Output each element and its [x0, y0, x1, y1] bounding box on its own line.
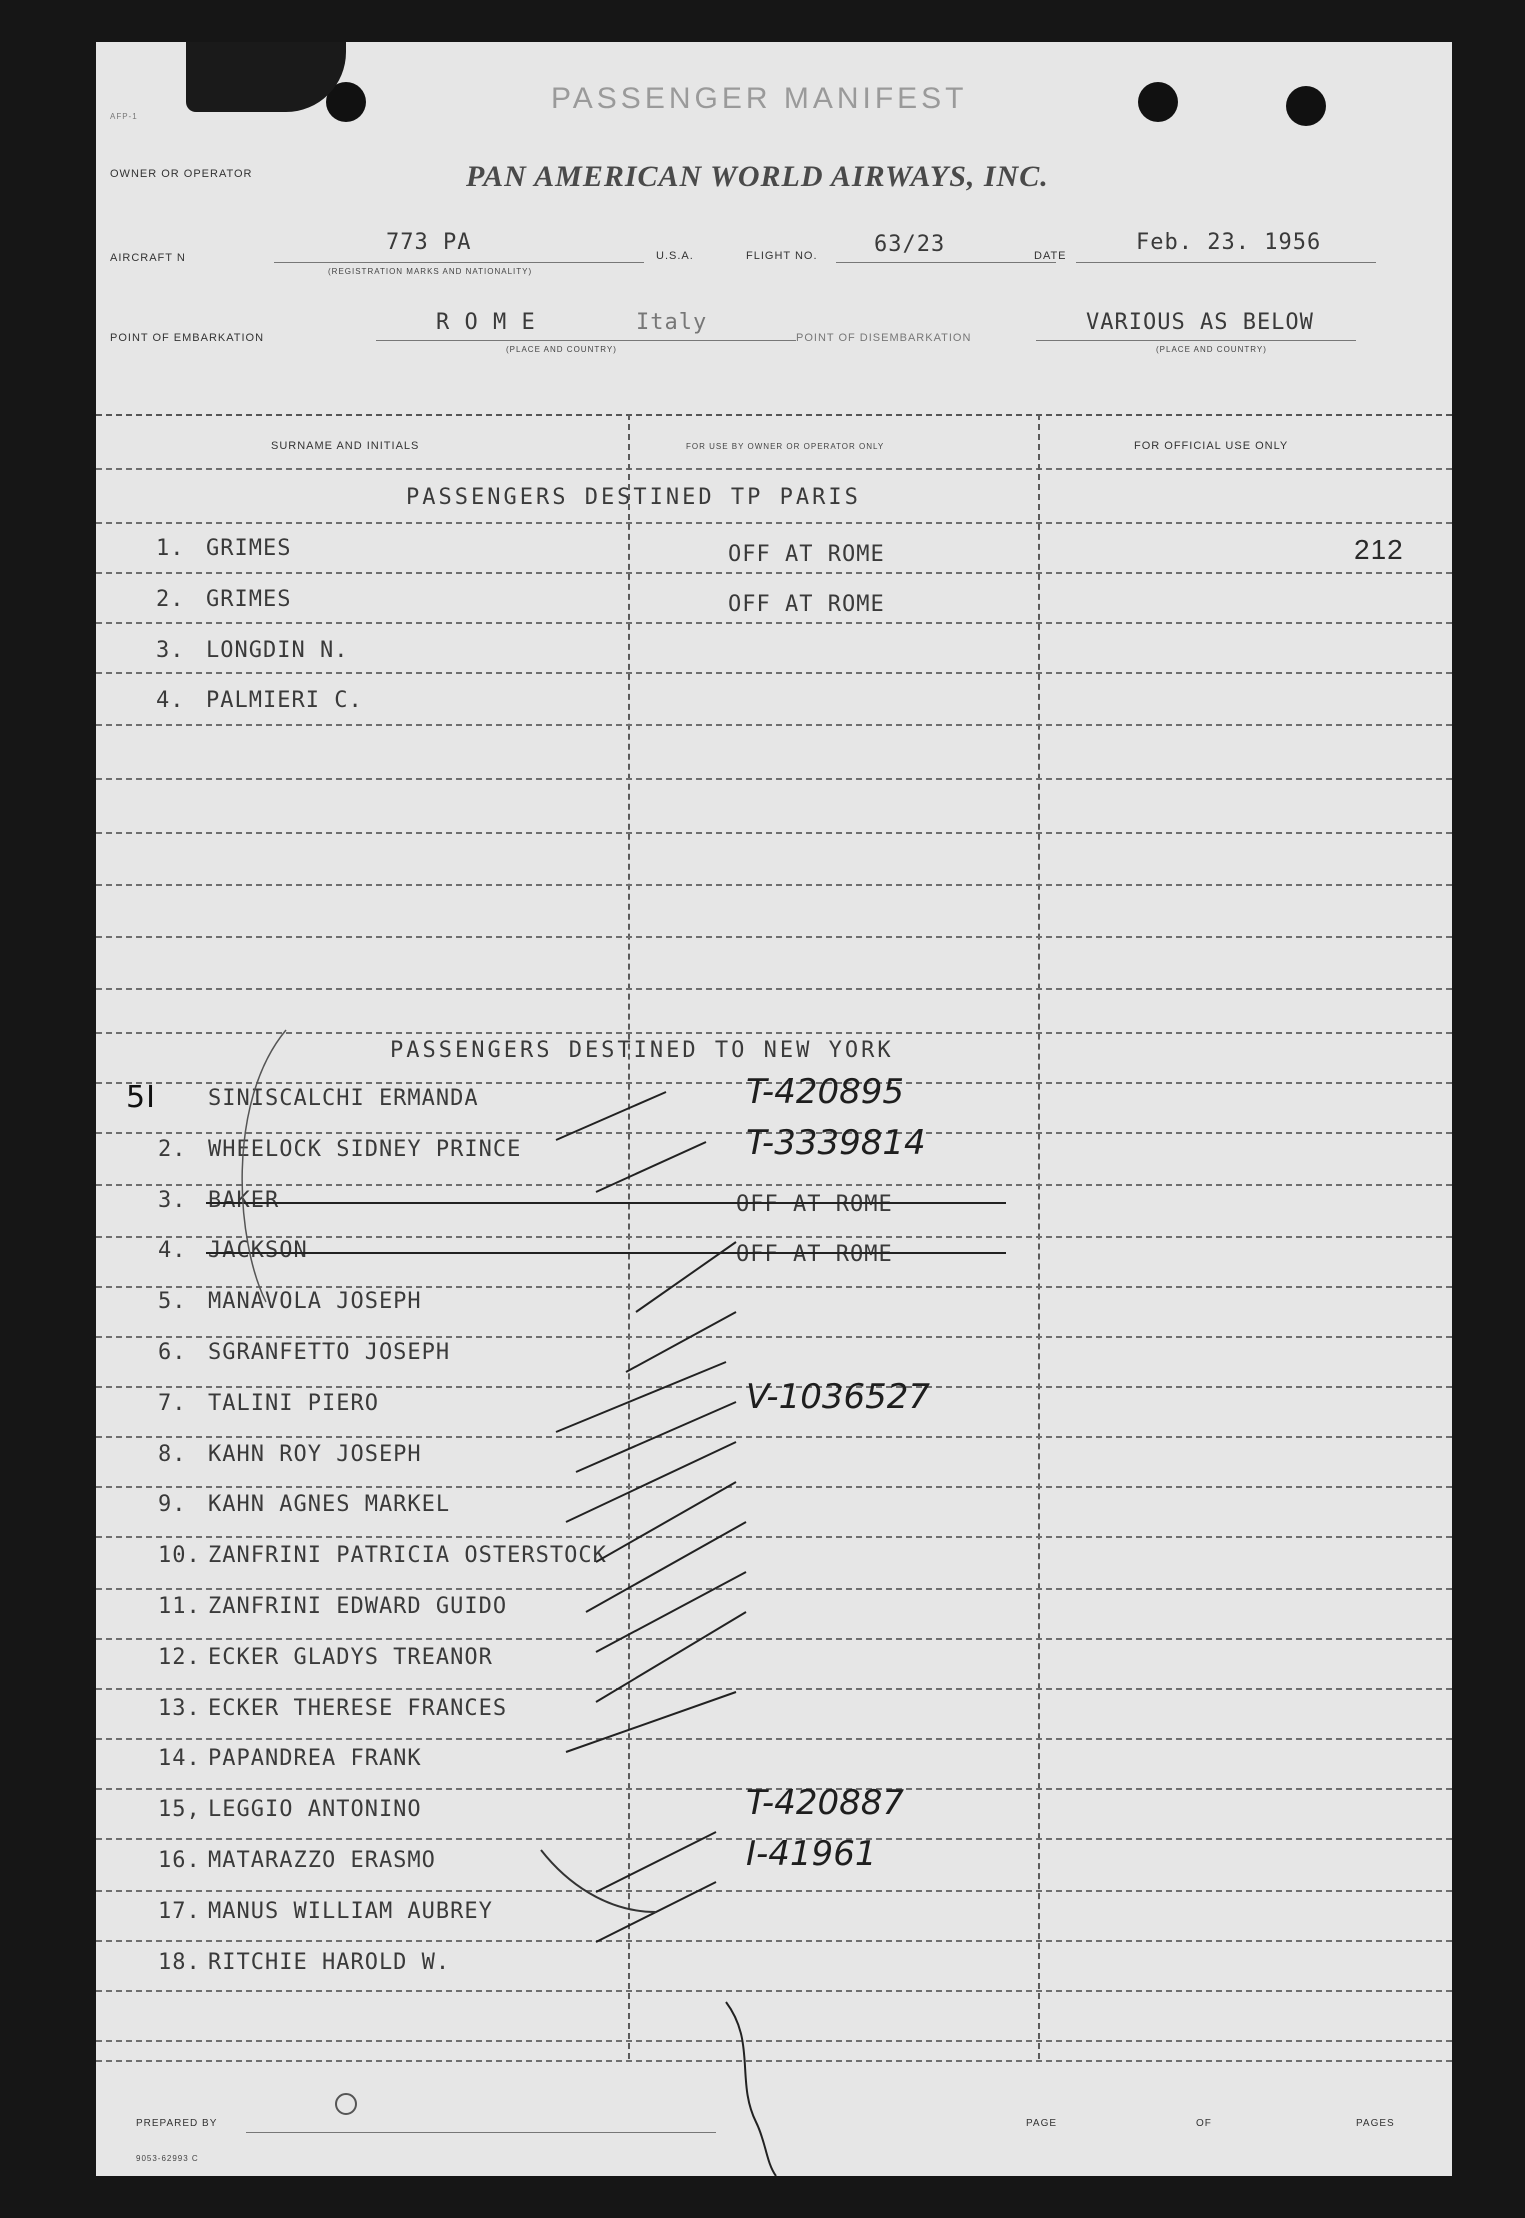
passenger-name: SGRANFETTO JOSEPH	[208, 1340, 451, 1365]
pages-label: PAGES	[1356, 2118, 1395, 2129]
passenger-name: ZANFRINI PATRICIA OSTERSTOCK	[208, 1543, 607, 1568]
row-number: 5I	[126, 1080, 156, 1115]
official-number: 212	[1354, 534, 1404, 565]
page-label: PAGE	[1026, 2118, 1058, 2129]
form-title: PASSENGER MANIFEST	[551, 82, 968, 115]
row-number: 2.	[156, 587, 185, 612]
form-number: 9053-62993 C	[136, 2154, 199, 2163]
row-number: 8.	[158, 1442, 187, 1467]
embarkation-caption: (PLACE AND COUNTRY)	[506, 345, 617, 354]
owner-label: OWNER OR OPERATOR	[110, 168, 253, 180]
pen-marks	[96, 42, 1452, 2176]
flight-value: 63/23	[874, 232, 946, 257]
row-number: 14.	[158, 1746, 201, 1771]
operator-note: OFF AT ROME	[728, 542, 885, 567]
row-number: 5.	[158, 1289, 187, 1314]
passenger-name: MANUS WILLIAM AUBREY	[208, 1899, 493, 1924]
flight-label: FLIGHT NO.	[746, 250, 818, 262]
date-value: Feb. 23. 1956	[1136, 230, 1322, 255]
operator-note: OFF AT ROME	[728, 592, 885, 617]
passenger-name: MATARAZZO ERASMO	[208, 1848, 436, 1873]
row-number: 10.	[158, 1543, 201, 1568]
manifest-sheet	[96, 42, 1452, 2176]
handwritten-ticket-number: T-3339814	[746, 1123, 926, 1163]
row-number: 1.	[156, 536, 185, 561]
row-number: 4.	[158, 1238, 187, 1263]
passenger-name: ECKER THERESE FRANCES	[208, 1696, 508, 1721]
row-number: 13.	[158, 1696, 201, 1721]
passenger-name: ECKER GLADYS TREANOR	[208, 1645, 493, 1670]
col-surname-header: SURNAME AND INITIALS	[271, 440, 420, 452]
row-number: 6.	[158, 1340, 187, 1365]
section-heading-paris: PASSENGERS DESTINED TP PARIS	[406, 485, 861, 510]
passenger-name: ZANFRINI EDWARD GUIDO	[208, 1594, 508, 1619]
row-number: 12.	[158, 1645, 201, 1670]
passenger-name: JACKSON	[208, 1238, 308, 1263]
disembarkation-caption: (PLACE AND COUNTRY)	[1156, 345, 1267, 354]
operator-note: OFF AT ROME	[736, 1192, 893, 1217]
passenger-name: GRIMES	[206, 587, 292, 612]
aircraft-label: AIRCRAFT N	[110, 252, 186, 264]
aircraft-value: 773 PA	[386, 230, 472, 255]
form-corner-code: AFP-1	[110, 112, 138, 121]
handwritten-ticket-number: V-1036527	[746, 1377, 930, 1417]
handwritten-ticket-number: T-420887	[746, 1783, 904, 1823]
date-label: DATE	[1034, 250, 1067, 262]
passenger-name: SINISCALCHI ERMANDA	[208, 1086, 479, 1111]
passenger-name: TALINI PIERO	[208, 1391, 379, 1416]
handwritten-ticket-number: T-420895	[746, 1072, 904, 1112]
row-number: 15,	[158, 1797, 201, 1822]
passenger-name: KAHN ROY JOSEPH	[208, 1442, 422, 1467]
of-label: OF	[1196, 2118, 1212, 2129]
passenger-name: LEGGIO ANTONINO	[208, 1797, 422, 1822]
passenger-name: PAPANDREA FRANK	[208, 1746, 422, 1771]
owner-value: PAN AMERICAN WORLD AIRWAYS, INC.	[466, 160, 1049, 193]
col-operator-header: FOR USE BY OWNER OR OPERATOR ONLY	[686, 442, 885, 451]
prepared-by-label: PREPARED BY	[136, 2118, 218, 2129]
row-number: 17.	[158, 1899, 201, 1924]
row-number: 9.	[158, 1492, 187, 1517]
col-official-header: FOR OFFICIAL USE ONLY	[1134, 440, 1289, 452]
row-number: 11.	[158, 1594, 201, 1619]
embarkation-label: POINT OF EMBARKATION	[110, 332, 265, 344]
passenger-name: GRIMES	[206, 536, 292, 561]
passenger-name: RITCHIE HAROLD W.	[208, 1950, 451, 1975]
passenger-name: BAKER	[208, 1188, 280, 1213]
row-number: 7.	[158, 1391, 187, 1416]
section-heading-new-york: PASSENGERS DESTINED TO NEW YORK	[390, 1038, 894, 1063]
embarkation-city: R O M E	[436, 310, 536, 335]
passenger-name: KAHN AGNES MARKEL	[208, 1492, 451, 1517]
passenger-name: PALMIERI C.	[206, 688, 363, 713]
registration-caption: (REGISTRATION MARKS AND NATIONALITY)	[328, 267, 533, 276]
passenger-name: LONGDIN N.	[206, 638, 349, 663]
passenger-name: WHEELOCK SIDNEY PRINCE	[208, 1137, 522, 1162]
passenger-name: MANAVOLA JOSEPH	[208, 1289, 422, 1314]
disembarkation-value: VARIOUS AS BELOW	[1086, 310, 1314, 335]
embarkation-country: Italy	[636, 310, 708, 335]
row-number: 4.	[156, 688, 185, 713]
row-number: 2.	[158, 1137, 187, 1162]
row-number: 3.	[158, 1188, 187, 1213]
usa-label: U.S.A.	[656, 250, 694, 262]
operator-note: OFF AT ROME	[736, 1242, 893, 1267]
row-number: 3.	[156, 638, 185, 663]
handwritten-ticket-number: I-41961	[746, 1834, 877, 1874]
row-number: 16.	[158, 1848, 201, 1873]
disembarkation-label: POINT OF DISEMBARKATION	[796, 332, 972, 344]
row-number: 18.	[158, 1950, 201, 1975]
